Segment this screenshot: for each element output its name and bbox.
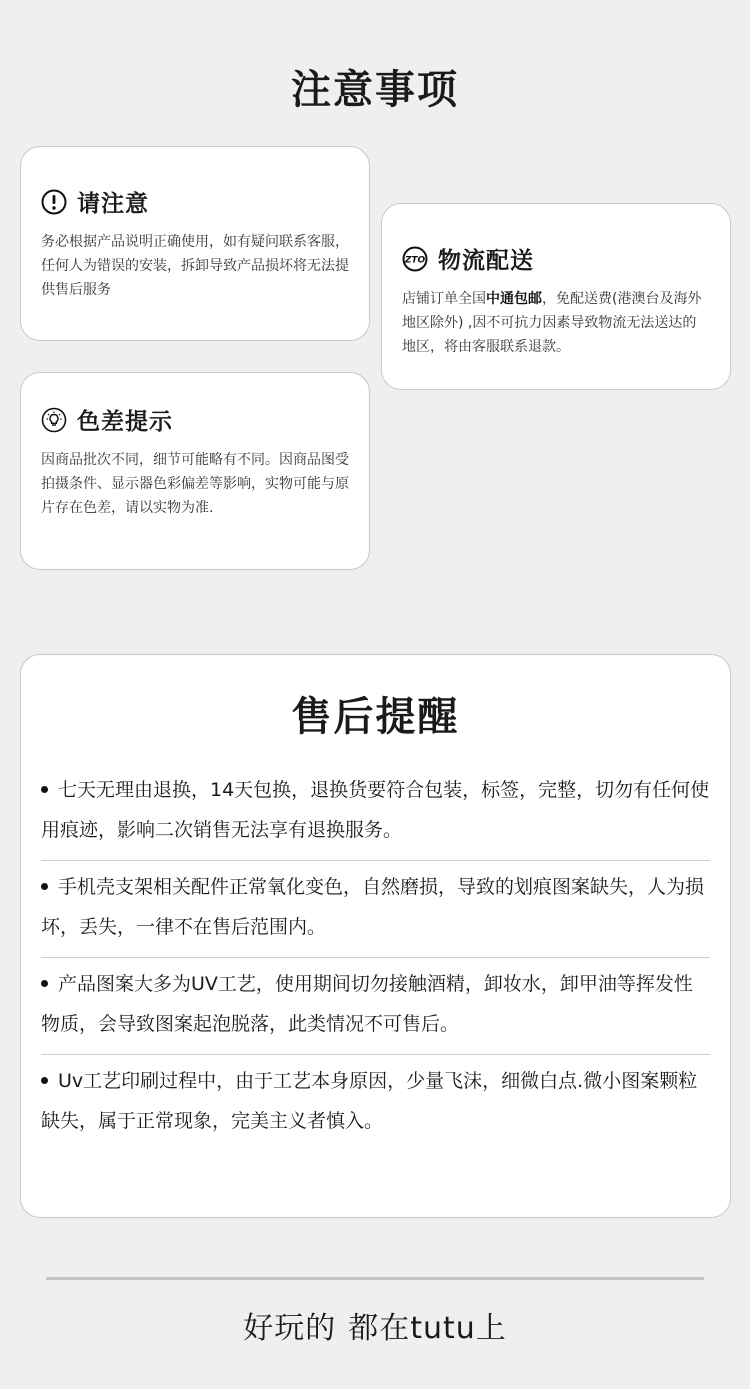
bullet-dot <box>41 883 48 890</box>
logistics-card <box>381 203 731 390</box>
logistics-body-bold: 中通包邮 <box>486 291 542 307</box>
notice-card <box>20 146 370 341</box>
slogan-part-1: 好玩的 <box>243 1311 337 1346</box>
notice-card-header <box>41 185 349 218</box>
lightbulb-icon <box>41 407 67 433</box>
after-sale-list <box>41 770 710 1151</box>
after-sale-item-text: Uv工艺印刷过程中，由于工艺本身原因，少量飞沫，细微白点.微小图案颗粒缺失，属于正常现象，完美主义者慎入。 <box>41 1070 698 1132</box>
logistics-card-title: 物流配送 <box>438 248 534 274</box>
logistics-card-header <box>402 242 710 275</box>
after-sale-item-text: 手机壳支架相关配件正常氧化变色，自然磨损，导致的划痕图案缺失，人为损坏，丢失，一律不在售后范围内。 <box>41 876 705 938</box>
after-sale-item <box>41 861 710 958</box>
notice-card-body: 务必根据产品说明正确使用，如有疑问联系客服，任何人为错误的安装，拆卸导致产品损坏将无法提供售后服务 <box>41 234 349 298</box>
footer-divider <box>46 1277 704 1280</box>
bullet-dot <box>41 980 48 987</box>
color-card-header <box>41 403 349 436</box>
page-title: 注意事项 <box>291 67 459 113</box>
bullet-dot <box>41 786 48 793</box>
zto-logo-text: ZTO <box>404 255 426 265</box>
notice-card-title: 请注意 <box>77 191 149 217</box>
logistics-body-after: ，免配送费(港澳台及海外地区除外) ,因不可抗力因素导致物流无法送达的地区，将由客服联系退款。 <box>402 291 702 355</box>
after-sale-title: 售后提醒 <box>291 694 460 740</box>
color-card-title: 色差提示 <box>77 409 173 435</box>
zto-logo-icon <box>402 246 428 272</box>
after-sale-card <box>20 654 731 1218</box>
color-card-body: 因商品批次不同，细节可能略有不同。因商品图受拍摄条件、显示器色彩偏差等影响，实物可能与原片存在色差，请以实物为准. <box>41 452 349 516</box>
after-sale-item-text: 七天无理由退换，14天包换，退换货要符合包装，标签，完整，切勿有任何使用痕迹，影响二次销售无法享有退换服务。 <box>41 779 710 841</box>
bullet-dot <box>41 1077 48 1084</box>
logistics-card-body <box>402 287 710 359</box>
slogan-part-2: 都在tutu上 <box>348 1311 507 1346</box>
footer-slogan <box>0 1303 750 1347</box>
after-sale-item <box>41 770 710 861</box>
after-sale-item <box>41 1055 710 1151</box>
after-sale-item-text: 产品图案大多为UV工艺，使用期间切勿接触酒精，卸妆水，卸甲油等挥发性物质，会导致图案起泡脱落，此类情况不可售后。 <box>41 973 693 1035</box>
color-difference-card <box>20 372 370 570</box>
after-sale-item <box>41 958 710 1055</box>
logistics-body-before: 店铺订单全国 <box>402 291 486 307</box>
exclamation-circle-icon <box>41 189 67 215</box>
